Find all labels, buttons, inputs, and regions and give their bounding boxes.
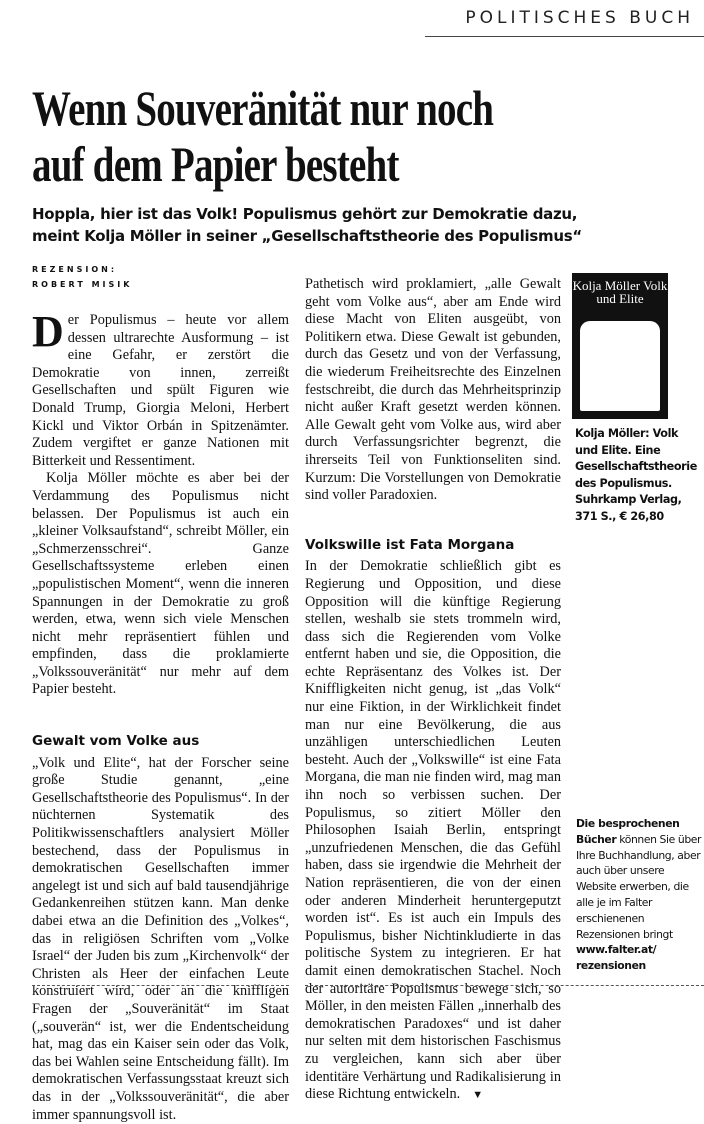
drop-cap: D <box>32 307 64 356</box>
byline-label: REZENSION: <box>32 265 118 274</box>
book-cover-image <box>572 273 668 419</box>
info-box <box>576 816 704 974</box>
headline-line-2: auf dem Papier besteht <box>32 136 399 192</box>
end-mark-icon: ▼ <box>472 1089 484 1102</box>
info-text: können Sie über Ihre Buchhandlung, aber auch über unsere Website erwerben, die alle je im Falter erschienenen Rezensionen bringt <box>576 832 702 941</box>
subtitle-line-1: Hoppla, hier ist das Volk! Populismus gehört zur Demokratie dazu, <box>32 205 578 223</box>
headline-line-1: Wenn Souveränität nur noch <box>32 80 494 136</box>
subtitle-line-2: meint Kolja Möller in seiner „Gesellschaftstheorie des Populismus“ <box>32 227 582 245</box>
book-caption: Kolja Möller: Volk und Elite. Eine Gesellschaftstheorie des Populismus. Suhrkamp Verlag, 371 S., € 26,80 <box>575 427 697 523</box>
column-2 <box>305 276 561 1105</box>
column-1-rule <box>32 985 289 986</box>
byline-author: ROBERT MISIK <box>32 280 133 289</box>
book-cover-title: Kolja Möller Volk und Elite <box>572 278 668 306</box>
book-cover-panel <box>580 321 660 411</box>
column-1 <box>32 262 289 1124</box>
subtitle <box>32 203 632 247</box>
subheading-gewalt: Gewalt vom Volke aus <box>32 733 200 750</box>
paragraph-1: er Populismus – heute vor allem dessen ultrarechte Ausformung – ist eine Gefahr, er zerstört die Demokratie von innen, zerreißt Gesellschaften und spült Figuren wie Donald Trump, Giorgia Meloni, Herbert Kickl und Viktor Orbán in Spitzenämter. Zudem vergiftet er ganze Nationen mit Bitterkeit und Ressentiment. <box>32 312 289 469</box>
paragraph-5: In der Demokratie schließlich gibt es Regierung und Opposition, und diese Opposition will die künftige Regierung stellen, weshalb sie stets trommeln wird, dass sich die Regierenden vom Volke entfernt haben und sie, die Opposition, die echte Repräsentanz des Volkes ist. Der Kniffligkeiten nicht genug, ist „das Volk“ nur eine Fiktion, in der Wirklichkeit findet man nur eine Bevölkerung, die aus unzähligen unterschiedlichen Leuten besteht. Auch der „Volkswille“ ist eine Fata Morgana, die man nie finden wird, mag man ihn noch so verbissen suchen. Der Populismus, so zitiert Möller den Philosophen Isaiah Berlin, entspringt „unzufriedenen Menschen, die das Gefühl haben, dass sie irgendwie die Mehrheit der Nation repräsentieren, die von der einen oder anderen Minderheit heruntergeputzt worden ist“. Es ist auch ein Impuls des Populismus, bisher Nichtinkludierte in das politische System zu integrieren. Er hat damit einen demokratischen Stachel. Noch der autoritäre Populismus bewege sich, so Möller, in den meisten Fällen „innerhalb des demokratischen Paradoxes“ und ist daher nur selten mit dem historischen Faschismus zu vergleichen, kann sich aber über identitäre Verhärtung und Radikalisierung in diese Richtung entwickeln. <box>305 558 561 1103</box>
section-label: POLITISCHES BUCH <box>465 8 694 28</box>
section-rule <box>425 36 704 37</box>
falter-link[interactable]: www.falter.at/ rezensionen <box>576 943 657 973</box>
column-2-rule <box>305 985 704 986</box>
info-lead: Die besprochenen Bücher <box>576 817 680 846</box>
paragraph-4: Pathetisch wird proklamiert, „alle Gewalt geht vom Volke aus“, aber am Ende wird diese Macht von Eliten ausgeübt, von Politikern etwa. Diese Gewalt ist gebunden, durch das Gesetz und von der Verfassung, die wiederum Freiheitsrechte des Einzelnen festschreibt, die durch das Mehrheitsprinzip nicht außer Kraft gesetzt werden können. Alle Gewalt geht vom Volke aus, wird aber durch Verfassungsrichter begrenzt, die ihrerseits Teil von Funktionseliten sind. Kurzum: Die Vorstellungen von Demokratie sind voller Paradoxien. <box>305 276 561 504</box>
paragraph-3: „Volk und Elite“, hat der Forscher seine große Studie genannt, „eine Gesellschaftstheorie des Populismus“. In der nüchternen Systematik des Politikwissenschaftlers analysiert Möller bestechend, dass der Populismus in demokratischen Gesellschaften immer angelegt ist und sich auf bald tausendjährige Gedankenreihen stützen kann. Man denke dabei etwa an die Definition des „Volkes“, das in religiösen Schriften vom „Volke Israel“ der Juden bis zum „Kirchenvolk“ der Christen als Heer der einfachen Leute konstruiert wird, oder an die kniffligen Fragen der „Souveränität“ im Staat („souverän“ ist, wer die Endentscheidung hat, mag das ein Kaiser sein oder das Volk, das bei Wahlen seine Entscheidung fällt). Im demokratischen Verfassungsstaat kreuzt sich das in der „Volkssouveränität“, die aber immer spannungsvoll ist. <box>32 754 289 1123</box>
subheading-volkswille: Volkswille ist Fata Morgana <box>305 536 515 553</box>
headline <box>32 80 493 192</box>
paragraph-2: Kolja Möller möchte es aber bei der Verdammung des Populismus nicht belassen. Der Populismus ist auch ein „kleiner Volksaufstand“, schreibt Möller, ein „Schmerzensschrei“. Ganze Gesellschaftssysteme erleben einen „populistischen Moment“, wenn die inneren Spannungen in der Demokratie zu groß werden, etwa, wenn sich viele Menschen nicht mehr repräsentiert fühlen und empfinden, dass die proklamierte „Volkssouveränität“ nur mehr auf dem Papier besteht. <box>32 470 289 698</box>
